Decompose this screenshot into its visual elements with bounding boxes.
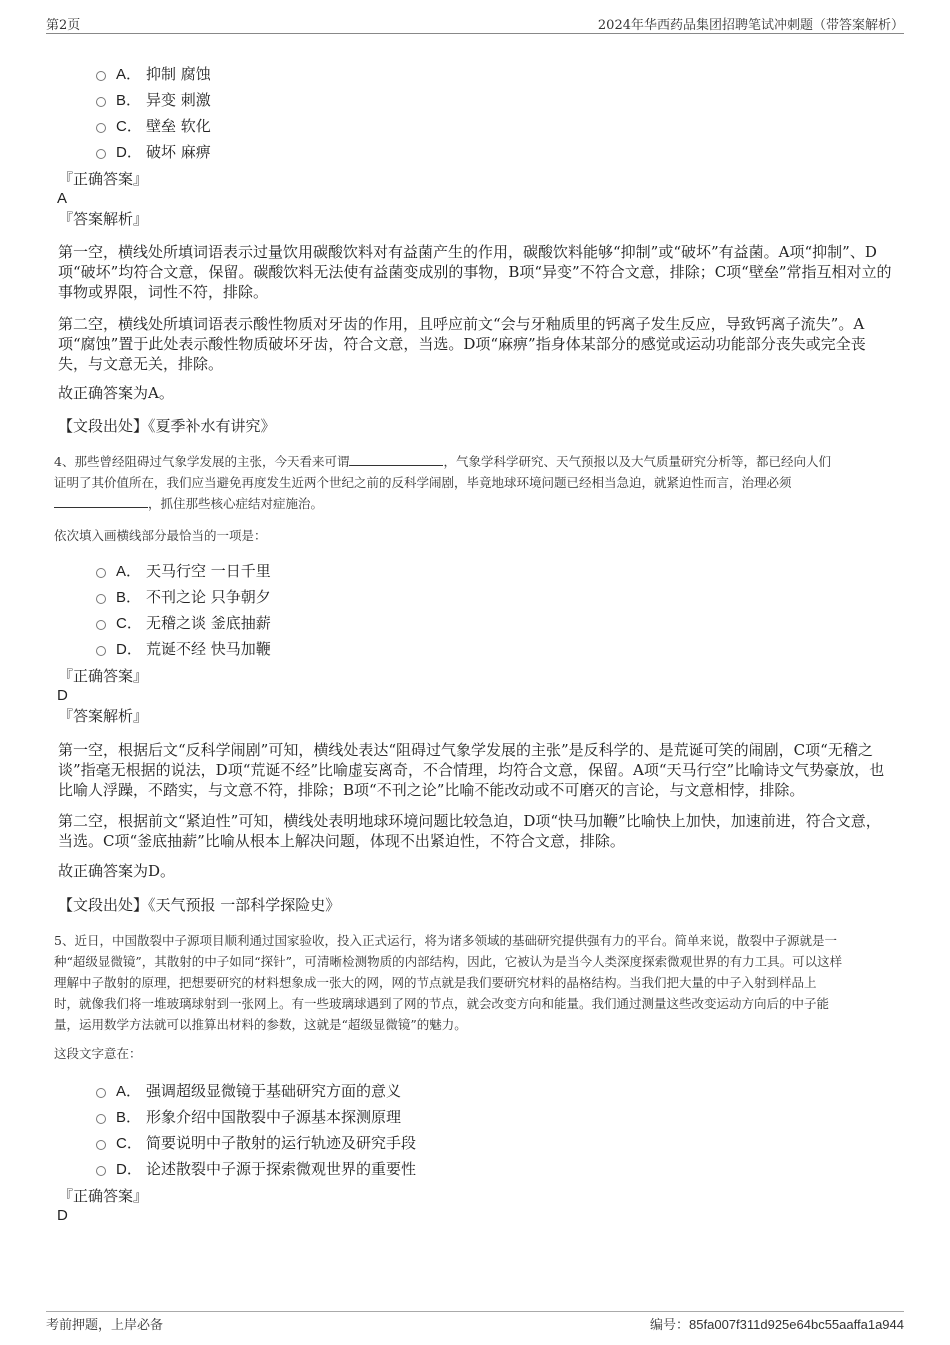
fill-blank-1: [349, 452, 443, 466]
q4-stem: 4、那些曾经阻碍过气象学发展的主张，今天看来可谓 ，气象学科学研究、天气预报以及大气质量研究分析等，都已经向人们 证明了其价值所在，我们应当避免再度发生近两个世纪之前的反科学闹剧，毕竟地球环境问题已经相当急迫，就紧迫性而言，治理必须 ，抓住那些核心症结对症施治。: [54, 454, 831, 511]
document-title: 2024年华西药品集团招聘笔试冲刺题（带答案解析）: [597, 18, 904, 33]
radio-icon[interactable]: [96, 646, 106, 656]
footer-divider: [46, 1311, 904, 1312]
option-text: 强调超级显微镜于基础研究方面的意义: [146, 1082, 402, 1100]
q4-prompt: 依次填入画横线部分最恰当的一项是：: [54, 528, 267, 543]
radio-icon[interactable]: [96, 71, 106, 81]
radio-icon[interactable]: [96, 594, 106, 604]
radio-icon[interactable]: [96, 1140, 106, 1150]
q4-option-c[interactable]: C． 无稽之谈 釜底抽薪: [96, 613, 271, 633]
q4-analysis-paragraph-2: 第二空，根据前文“紧迫性”可知，横线处表明地球环境问题比较急迫，D项“快马加鞭”比喻快上加快，加速前进，符合文意， 当选。C项“釜底抽薪”比喻从根本上解决问题，体现不出紧迫性，不符合文意，排除。: [58, 812, 881, 850]
q3-answer-label: 『正确答案』: [58, 170, 149, 188]
radio-icon[interactable]: [96, 123, 106, 133]
option-text: 简要说明中子散射的运行轨迹及研究手段: [146, 1134, 417, 1152]
q3-analysis-paragraph-1: 第一空，横线处所填词语表示过量饮用碳酸饮料对有益菌产生的作用，碳酸饮料能够“抑制”或“破坏”有益菌。A项“抑制”、D 项“破坏”均符合文意，保留。碳酸饮料无法使有益菌变成别的事物，B项“异变”不符合文意，排除；C项“壁垒”常指互相对立的 事物或界限，词性不符，排除。: [58, 243, 892, 301]
q4-option-d[interactable]: D． 荒诞不经 快马加鞭: [96, 639, 271, 659]
q3-answer: A: [57, 190, 68, 207]
q3-option-c[interactable]: C． 壁垒 软化: [96, 116, 211, 136]
radio-icon[interactable]: [96, 1088, 106, 1098]
q5-option-a[interactable]: A． 强调超级显微镜于基础研究方面的意义: [96, 1081, 401, 1101]
option-text: 抑制 腐蚀: [146, 65, 211, 83]
q4-option-a[interactable]: A． 天马行空 一日千里: [96, 561, 271, 581]
q4-option-b[interactable]: B． 不刊之论 只争朝夕: [96, 587, 271, 607]
q3-source: 【文段出处】《夏季补水有讲究》: [58, 417, 276, 435]
q5-option-d[interactable]: D． 论述散裂中子源于探索微观世界的重要性: [96, 1159, 416, 1179]
q5-option-b[interactable]: B． 形象介绍中国散裂中子源基本探测原理: [96, 1107, 401, 1127]
document-code: 编号：85fa007f311d925e64bc55aaffa1a944: [650, 1317, 904, 1333]
q5-option-c[interactable]: C． 简要说明中子散射的运行轨迹及研究手段: [96, 1133, 416, 1153]
radio-icon[interactable]: [96, 97, 106, 107]
q3-analysis-paragraph-2: 第二空，横线处所填词语表示酸性物质对牙齿的作用，且呼应前文“会与牙釉质里的钙离子发生反应，导致钙离子流失”。A 项“腐蚀”置于此处表示酸性物质破坏牙齿，符合文意，当选。D项“麻痹”指身体某部分的感觉或运动功能部分丧失或完全丧 失，与文意无关，排除。: [58, 315, 866, 373]
q4-conclusion: 故正确答案为D。: [58, 862, 176, 880]
q3-analysis-label: 『答案解析』: [58, 210, 149, 228]
radio-icon[interactable]: [96, 568, 106, 578]
q5-answer: D: [57, 1207, 68, 1224]
option-text: 异变 刺激: [146, 91, 211, 109]
option-text: 荒诞不经 快马加鞭: [146, 640, 271, 658]
q5-answer-label: 『正确答案』: [58, 1187, 149, 1205]
radio-icon[interactable]: [96, 620, 106, 630]
q3-option-d[interactable]: D． 破坏 麻痹: [96, 142, 211, 162]
radio-icon[interactable]: [96, 1114, 106, 1124]
q3-option-a[interactable]: A． 抑制 腐蚀: [96, 64, 211, 84]
option-text: 无稽之谈 釜底抽薪: [146, 614, 271, 632]
q3-conclusion: 故正确答案为A。: [58, 384, 174, 402]
option-text: 论述散裂中子源于探索微观世界的重要性: [146, 1160, 417, 1178]
q3-option-b[interactable]: B． 异变 刺激: [96, 90, 211, 110]
option-text: 形象介绍中国散裂中子源基本探测原理: [146, 1108, 402, 1126]
page-number: 第2页: [46, 18, 81, 33]
option-text: 天马行空 一日千里: [146, 562, 271, 580]
q4-answer-label: 『正确答案』: [58, 667, 149, 685]
q4-answer: D: [57, 687, 68, 704]
option-text: 不刊之论 只争朝夕: [146, 588, 271, 606]
footer-slogan: 考前押题，上岸必备: [46, 1318, 164, 1333]
fill-blank-2: [54, 494, 148, 508]
q5-stem: 5、近日，中国散裂中子源项目顺利通过国家验收，投入正式运行，将为诸多领域的基础研究提供强有力的平台。简单来说，散裂中子源就是一 种“超级显微镜”，其散射的中子如同“探针”，可清晰检测物质的内部结构，因此，它被认为是当今人类深度探索微观世界的有力工具。可以这样 理解中子散射的原理，把想要研究的材料想象成一张大的网，网的节点就是我们要研究材料的晶格结构。当我们把大量的中子入射到样品上 时，就像我们将一堆玻璃球射到一张网上。有一些玻璃球遇到了网的节点，就会改变方向和能量。我们通过测量这些改变运动方向后的中子能 量，运用数学方法就可以推算出材料的参数，这就是“超级显微镜”的魅力。: [54, 933, 843, 1032]
radio-icon[interactable]: [96, 149, 106, 159]
radio-icon[interactable]: [96, 1166, 106, 1176]
header-divider: [46, 33, 904, 34]
q4-analysis-paragraph-1: 第一空，根据后文“反科学闹剧”可知，横线处表达“阻碍过气象学发展的主张”是反科学的、是荒诞可笑的闹剧，C项“无稽之 谈”指毫无根据的说法，D项“荒诞不经”比喻虚妄离奇，不合情理，均符合文意，保留。A项“天马行空”比喻诗文气势豪放，也 比喻人浮躁，不踏实，与文意不符，排除；B项“不刊之论”比喻不能改动或不可磨灭的言论，与文意相悖，排除。: [58, 741, 885, 799]
q4-source: 【文段出处】《天气预报 一部科学探险史》: [58, 896, 341, 914]
option-text: 破坏 麻痹: [146, 143, 211, 161]
q4-analysis-label: 『答案解析』: [58, 707, 149, 725]
option-text: 壁垒 软化: [146, 117, 211, 135]
q5-prompt: 这段文字意在：: [54, 1046, 142, 1061]
